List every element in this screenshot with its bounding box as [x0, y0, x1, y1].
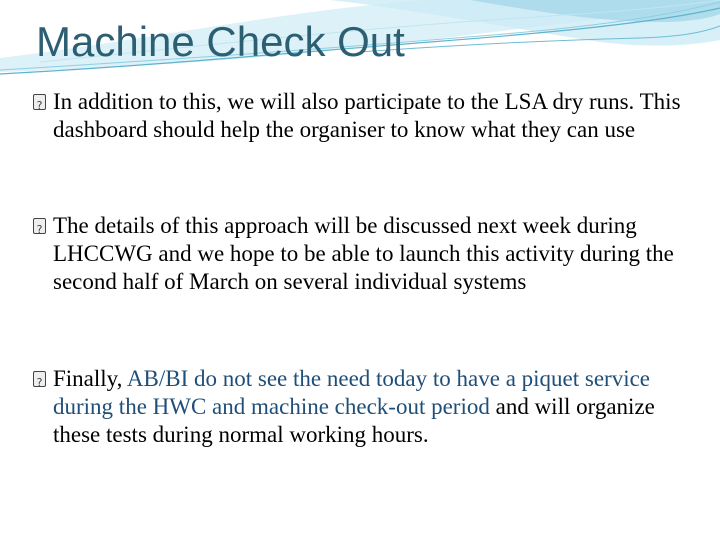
bullet-item: [33, 88, 693, 144]
bullet-text-suffix: and will organize these tests during normal working hours.: [53, 394, 655, 447]
bullet-text-rich: [33, 365, 693, 449]
bullet-text: In addition to this, we will also participate to the LSA dry runs. This dashboard should help the organiser to know what they can use: [53, 89, 681, 142]
slide-title: Machine Check Out: [36, 18, 405, 65]
bullet-item: [33, 212, 693, 296]
missing-glyph-box-icon: [33, 94, 46, 110]
missing-glyph-box-icon: [33, 218, 46, 234]
bullet-text: The details of this approach will be discussed next week during LHCCWG and we hope to be able to launch this activity during the second half of March on several individual systems: [53, 213, 674, 294]
bullet-text-highlight: AB/BI do not see the need today to have a piquet service during the HWC and machine check-out period: [53, 366, 651, 419]
bullet-text-prefix: Finally,: [53, 366, 127, 391]
bullet-item: [33, 365, 693, 449]
missing-glyph-box-icon: [33, 371, 46, 387]
